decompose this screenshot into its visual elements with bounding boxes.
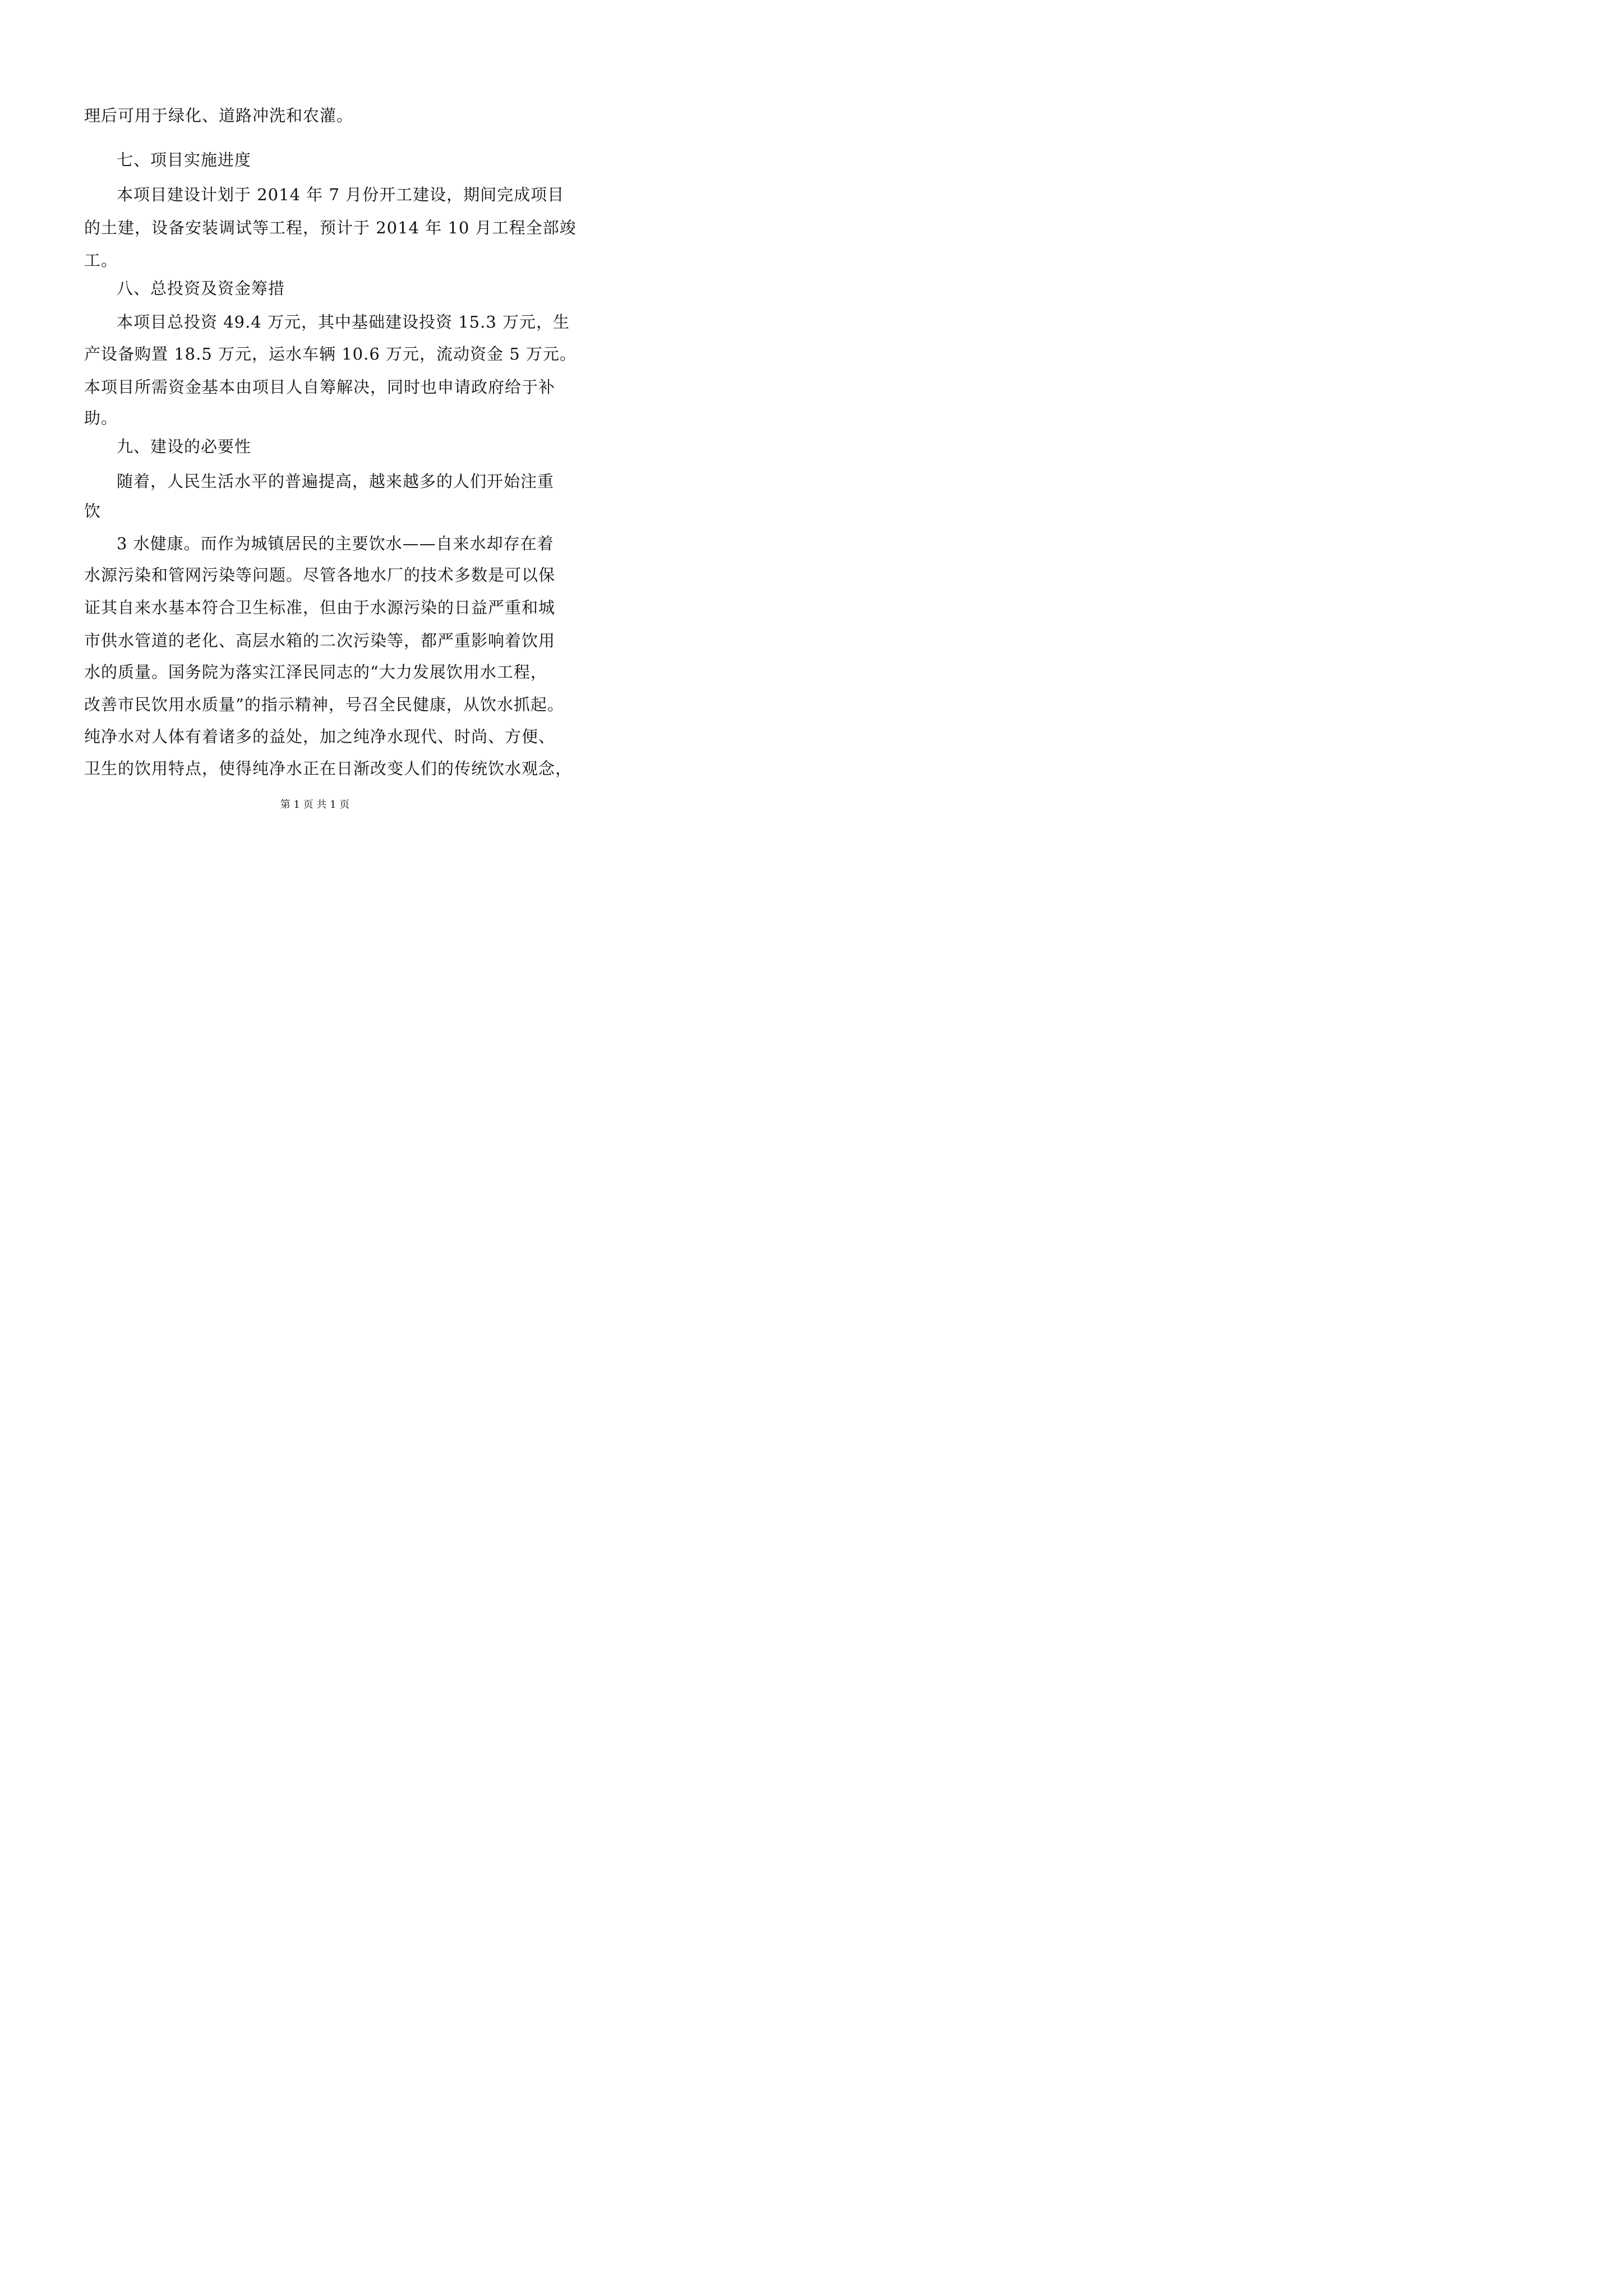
body-text-line: 饮 (84, 501, 102, 521)
body-text-line: 水的质量。国务院为落实江泽民同志的“大力发展饮用水工程， (84, 662, 547, 682)
body-text-line: 本项目建设计划于 2014 年 7 月份开工建设，期间完成项目 (117, 185, 565, 204)
body-text-line: 改善市民饮用水质量”的指示精神，号召全民健康，从饮水抓起。 (84, 695, 564, 714)
page-number-footer: 第 1 页 共 1 页 (280, 799, 350, 811)
section-heading: 七、项目实施进度 (117, 150, 252, 169)
body-text-line: 3 水健康。而作为城镇居民的主要饮水——自来水却存在着 (117, 534, 554, 553)
body-text-line: 市供水管道的老化、高层水箱的二次污染等，都严重影响着饮用 (84, 631, 556, 650)
body-text-line: 工。 (84, 251, 118, 270)
body-text-line: 本项目所需资金基本由项目人自筹解决，同时也申请政府给于补 (84, 378, 556, 397)
body-text-line: 证其自来水基本符合卫生标准，但由于水源污染的日益严重和城 (84, 598, 556, 617)
body-text-line: 纯净水对人体有着诸多的益处，加之纯净水现代、时尚、方便、 (84, 727, 556, 746)
body-text-line: 助。 (84, 408, 118, 427)
body-text-line: 本项目总投资 49.4 万元，其中基础建设投资 15.3 万元，生 (117, 312, 570, 332)
body-text-line: 的土建，设备安装调试等工程，预计于 2014 年 10 月工程全部竣 (84, 218, 577, 237)
body-text-line: 理后可用于绿化、道路冲洗和农灌。 (84, 106, 354, 125)
document-page (0, 0, 630, 890)
body-text-line: 水源污染和管网污染等问题。尽管各地水厂的技术多数是可以保 (84, 565, 556, 585)
section-heading: 九、建设的必要性 (117, 437, 252, 456)
body-text-line: 卫生的饮用特点，使得纯净水正在日渐改变人们的传统饮水观念， (84, 759, 573, 778)
body-text-line: 随着，人民生活水平的普遍提高，越来越多的人们开始注重 (117, 472, 555, 491)
section-heading: 八、总投资及资金筹措 (117, 279, 285, 298)
body-text-line: 产设备购置 18.5 万元，运水车辆 10.6 万元，流动资金 5 万元。 (84, 344, 577, 364)
